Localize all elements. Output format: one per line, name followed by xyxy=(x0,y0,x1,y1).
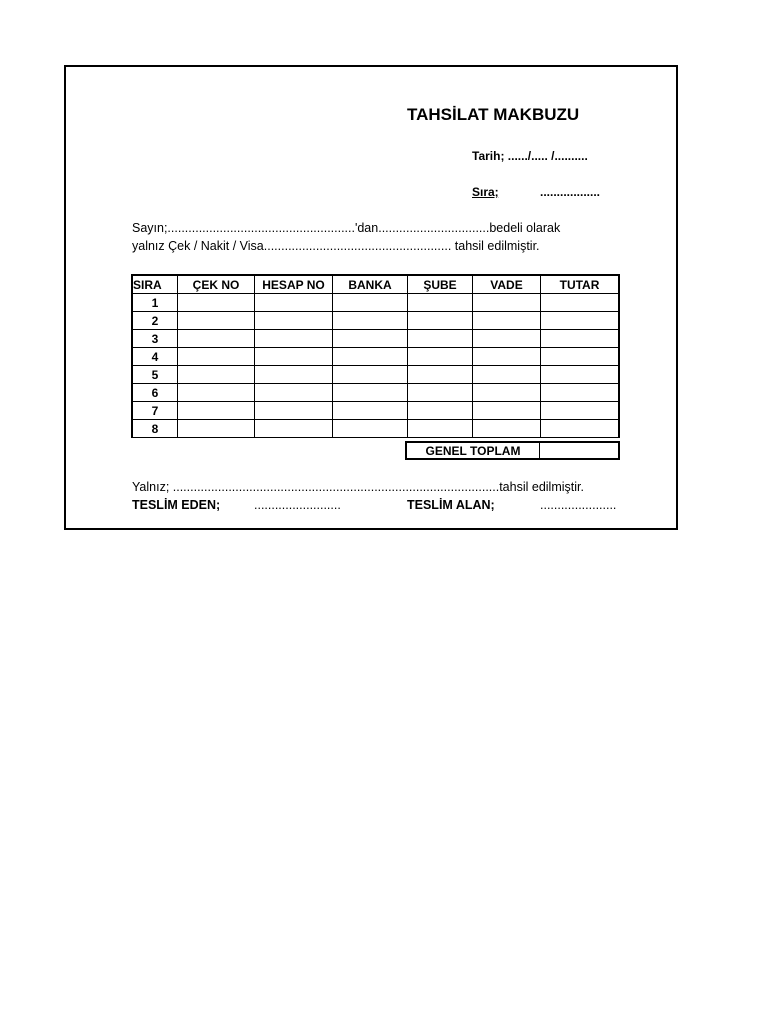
header-sira: SIRA xyxy=(132,275,178,294)
tutar-cell[interactable] xyxy=(541,294,620,312)
banka-cell[interactable] xyxy=(333,348,408,366)
tutar-cell[interactable] xyxy=(541,366,620,384)
hesap-no-cell[interactable] xyxy=(255,366,333,384)
hesap-no-cell[interactable] xyxy=(255,312,333,330)
receipt-title: TAHSİLAT MAKBUZU xyxy=(407,105,580,124)
sube-cell[interactable] xyxy=(408,384,473,402)
table-row xyxy=(132,312,619,330)
banka-cell[interactable] xyxy=(333,294,408,312)
genel-toplam-row xyxy=(405,441,620,460)
hesap-no-cell[interactable] xyxy=(255,294,333,312)
hesap-no-cell[interactable] xyxy=(255,402,333,420)
table-row xyxy=(132,294,619,312)
hesap-no-cell[interactable] xyxy=(255,330,333,348)
checks-table xyxy=(131,274,620,438)
banka-cell[interactable] xyxy=(333,312,408,330)
teslim-alan-field[interactable]: ...................... xyxy=(540,498,617,512)
banka-cell[interactable] xyxy=(333,366,408,384)
header-hesap-no: HESAP NO xyxy=(255,275,333,294)
table-row xyxy=(132,420,619,438)
sube-cell[interactable] xyxy=(408,420,473,438)
row-number: 2 xyxy=(132,312,178,330)
cek-no-cell[interactable] xyxy=(178,312,255,330)
cek-no-cell[interactable] xyxy=(178,420,255,438)
banka-cell[interactable] xyxy=(333,420,408,438)
tutar-cell[interactable] xyxy=(541,348,620,366)
sube-cell[interactable] xyxy=(408,402,473,420)
vade-cell[interactable] xyxy=(473,330,541,348)
sube-cell[interactable] xyxy=(408,366,473,384)
tutar-cell[interactable] xyxy=(541,384,620,402)
vade-cell[interactable] xyxy=(473,294,541,312)
cek-no-cell[interactable] xyxy=(178,348,255,366)
row-number: 1 xyxy=(132,294,178,312)
yalniz-line[interactable]: Yalnız; ..............................................................................................tahsil edilmiştir. xyxy=(132,480,584,494)
cek-no-cell[interactable] xyxy=(178,330,255,348)
row-number: 3 xyxy=(132,330,178,348)
table-row xyxy=(132,384,619,402)
tutar-cell[interactable] xyxy=(541,420,620,438)
table-row xyxy=(132,402,619,420)
cek-no-cell[interactable] xyxy=(178,366,255,384)
header-sube: ŞUBE xyxy=(408,275,473,294)
genel-toplam-label: GENEL TOPLAM xyxy=(407,443,540,458)
banka-cell[interactable] xyxy=(333,384,408,402)
row-number: 6 xyxy=(132,384,178,402)
payment-method-line[interactable]: yalnız Çek / Nakit / Visa...................................................... tahsil edilmiştir. xyxy=(132,239,540,253)
receipt-form xyxy=(64,65,678,530)
header-tutar: TUTAR xyxy=(541,275,620,294)
vade-cell[interactable] xyxy=(473,420,541,438)
hesap-no-cell[interactable] xyxy=(255,348,333,366)
table-row xyxy=(132,348,619,366)
vade-cell[interactable] xyxy=(473,366,541,384)
cek-no-cell[interactable] xyxy=(178,294,255,312)
header-cek-no: ÇEK NO xyxy=(178,275,255,294)
genel-toplam-field[interactable] xyxy=(540,443,618,458)
teslim-eden-label: TESLİM EDEN; xyxy=(132,498,221,512)
teslim-alan-label: TESLİM ALAN; xyxy=(407,498,495,512)
vade-cell[interactable] xyxy=(473,384,541,402)
row-number: 7 xyxy=(132,402,178,420)
header-vade: VADE xyxy=(473,275,541,294)
header-banka: BANKA xyxy=(333,275,408,294)
row-number: 8 xyxy=(132,420,178,438)
row-number: 5 xyxy=(132,366,178,384)
vade-cell[interactable] xyxy=(473,402,541,420)
vade-cell[interactable] xyxy=(473,312,541,330)
sira-field[interactable]: .................. xyxy=(540,185,601,199)
sira-label: Sıra; xyxy=(472,185,499,199)
hesap-no-cell[interactable] xyxy=(255,384,333,402)
tutar-cell[interactable] xyxy=(541,402,620,420)
sube-cell[interactable] xyxy=(408,348,473,366)
date-field[interactable]: Tarih; ....../..... /.......... xyxy=(472,149,588,163)
tutar-cell[interactable] xyxy=(541,312,620,330)
cek-no-cell[interactable] xyxy=(178,384,255,402)
cek-no-cell[interactable] xyxy=(178,402,255,420)
table-row xyxy=(132,330,619,348)
table-header-row xyxy=(132,275,619,294)
payer-line[interactable]: Sayın;......................................................'dan................................bedeli olarak xyxy=(132,221,561,235)
row-number: 4 xyxy=(132,348,178,366)
sube-cell[interactable] xyxy=(408,312,473,330)
tutar-cell[interactable] xyxy=(541,330,620,348)
table-row xyxy=(132,366,619,384)
banka-cell[interactable] xyxy=(333,330,408,348)
teslim-eden-field[interactable]: ......................... xyxy=(254,498,341,512)
hesap-no-cell[interactable] xyxy=(255,420,333,438)
sube-cell[interactable] xyxy=(408,294,473,312)
sube-cell[interactable] xyxy=(408,330,473,348)
banka-cell[interactable] xyxy=(333,402,408,420)
vade-cell[interactable] xyxy=(473,348,541,366)
